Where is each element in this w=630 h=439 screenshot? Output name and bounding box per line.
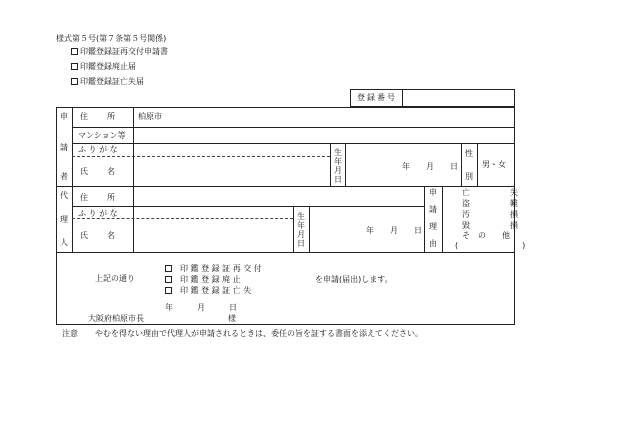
reason-damaged[interactable]: 毀 損 [462, 221, 518, 230]
sex-label-1: 性 [465, 149, 473, 158]
applicant-label-1: 申 [60, 112, 68, 121]
sex-label-2: 別 [465, 172, 473, 181]
form-number: 様式第５号(第７条第５号関係) [56, 34, 167, 43]
address-value[interactable]: 柏原市 [138, 112, 162, 121]
agent-address-label: 住 所 [80, 193, 116, 202]
building-field[interactable] [134, 128, 514, 142]
reason-label-1: 申 [429, 188, 437, 197]
address-label: 住 所 [80, 112, 116, 121]
addressee: 大阪府柏原市長 [88, 314, 144, 323]
applicant-name-field[interactable] [134, 157, 329, 185]
name-label: 氏 名 [80, 167, 116, 176]
reason-other-field[interactable]: ( ) [455, 241, 526, 250]
sex-options[interactable]: 男・女 [482, 160, 506, 169]
agent-label-3: 人 [60, 238, 68, 247]
option-label-abolish: 印鑑登録廃止届 [80, 62, 136, 71]
option-label-lost: 印鑑登録証亡失届 [80, 77, 144, 86]
addressee-honorific: 様 [228, 314, 236, 323]
agent-label-1: 代 [60, 191, 68, 200]
birth-label-applicant: 生年月日 [334, 148, 342, 184]
statement-checkbox-abolish[interactable] [165, 276, 172, 283]
note-text: やむを得ない理由で代理人が申請されるときは、委任の旨を証する書面を添えてください。 [95, 329, 423, 338]
applicant-label-2: 請 [60, 143, 68, 152]
reason-label-3: 理 [429, 222, 437, 231]
reason-soiled[interactable]: 汚 損 [462, 210, 518, 219]
birth-label-agent: 生年月日 [297, 212, 305, 248]
reason-label-2: 請 [429, 205, 437, 214]
statement-checkbox-reissue[interactable] [165, 265, 172, 272]
statement-checkbox-lost[interactable] [165, 287, 172, 294]
agent-name-label: 氏 名 [80, 231, 116, 240]
agent-name-field[interactable] [134, 219, 292, 251]
statement-option-abolish: 印 鑑 登 録 廃 止 [180, 275, 241, 284]
note-label: 注意 [62, 329, 78, 338]
agent-furigana-label: ふ り が な [78, 209, 118, 218]
submit-date[interactable]: 年 月 日 [165, 303, 237, 312]
option-checkbox-reissue[interactable] [71, 48, 78, 55]
statement-option-reissue: 印 鑑 登 録 証 再 交 付 [180, 264, 262, 273]
agent-birthdate[interactable]: 年 月 日 [366, 226, 422, 235]
registration-number-field[interactable] [402, 89, 515, 107]
reason-lost[interactable]: 亡 失 [462, 188, 518, 197]
statement-suffix: を申請(届出)します。 [315, 275, 393, 284]
applicant-label-3: 者 [60, 172, 68, 181]
option-checkbox-abolish[interactable] [71, 63, 78, 70]
reason-stolen[interactable]: 盗 難 [462, 199, 518, 208]
option-checkbox-lost[interactable] [71, 78, 78, 85]
registration-number-label: 登録番号 [357, 93, 397, 102]
above-text: 上記の通り [95, 274, 135, 283]
option-label-reissue: 印鑑登録証再交付申請書 [80, 47, 168, 56]
agent-address-field[interactable] [134, 187, 423, 205]
building-label: マンション等 [78, 131, 126, 140]
agent-label-2: 理 [60, 215, 68, 224]
applicant-birthdate[interactable]: 年 月 日 [402, 162, 458, 171]
reason-label-4: 由 [429, 239, 437, 248]
reason-other[interactable]: そ の 他 [462, 231, 510, 240]
statement-option-lost: 印 鑑 登 録 証 亡 失 [180, 286, 252, 295]
furigana-label: ふ り が な [78, 145, 118, 154]
